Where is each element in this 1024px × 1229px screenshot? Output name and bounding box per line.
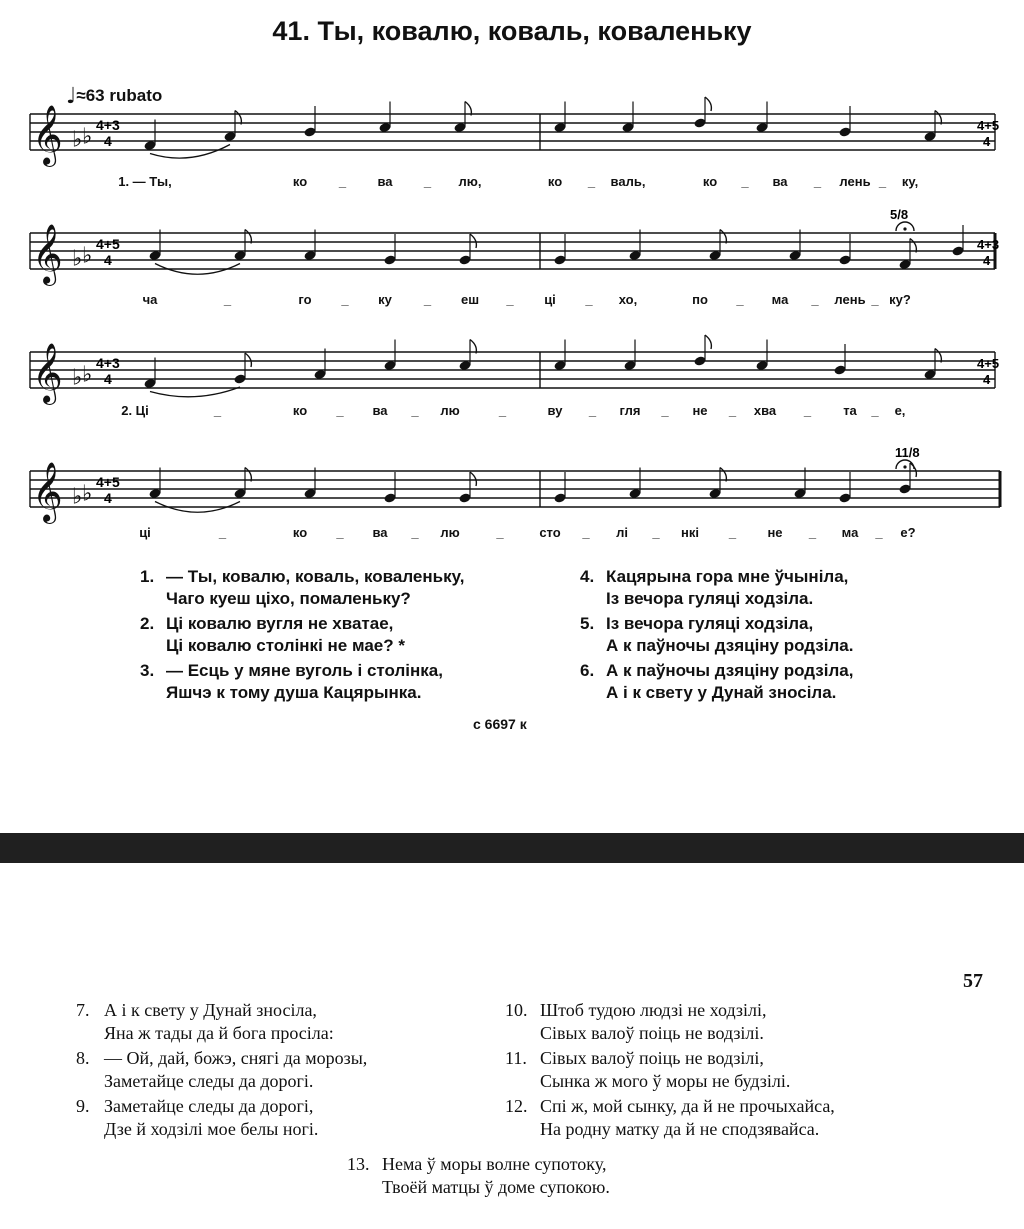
time-signature-change-bottom: 4 — [983, 253, 991, 268]
lyric-syllable: ва — [377, 174, 393, 189]
syllable-hyphen: _ — [336, 525, 344, 540]
fermata-dot — [903, 465, 906, 468]
verse-8: 8. — Ой, дай, божэ, снягі да морозы, Заметайце следы да дорогі. — [76, 1048, 368, 1091]
lyric-syllable: ко — [292, 403, 308, 418]
time-signature-top: 4+3 — [96, 355, 120, 371]
syllable-hyphen: _ — [587, 174, 596, 189]
flat-icon: ♭ — [82, 243, 93, 269]
syllable-hyphen: _ — [661, 403, 669, 418]
lyric-syllable: лю — [440, 403, 460, 418]
verse-4: 4. Кацярына гора мне ўчыніла, Із вечора гуляці ходзіла. — [580, 567, 849, 608]
time-signature-change-top: 4+3 — [977, 237, 1000, 252]
syllable-hyphen: _ — [588, 403, 597, 418]
slur — [150, 145, 230, 159]
lyric-syllable: ці — [544, 292, 556, 307]
lyric-syllable: ко — [292, 525, 308, 540]
verses-left-column — [140, 566, 465, 707]
page-divider — [0, 833, 1024, 863]
flat-icon: ♭ — [82, 124, 93, 150]
time-signature-bottom: 4 — [104, 252, 112, 268]
lyric-syllable: ко — [292, 174, 308, 189]
lyric-syllable: 2. Ці — [121, 403, 149, 418]
music-system-3 — [0, 342, 1024, 412]
lyric-syllable: ку, — [901, 174, 919, 189]
flat-icon: ♭ — [72, 246, 83, 272]
time-signature-top: 4+5 — [96, 474, 120, 490]
verse-11: 11. Сівых валоў поіць не водзілі, Сынка ж мого ў моры не будзілі. — [505, 1048, 791, 1091]
lyric-syllable: ча — [142, 292, 158, 307]
flat-icon: ♭ — [72, 127, 83, 153]
verse-13: 13. Нема ў моры волне супотоку, Твоёй матцы ў доме супокою. — [347, 1154, 610, 1197]
syllable-hyphen: _ — [506, 292, 514, 307]
lyric-syllable: лю, — [458, 174, 482, 189]
syllable-hyphen: _ — [813, 174, 822, 189]
lyrics-row-3 — [0, 403, 1024, 421]
note-flag — [470, 472, 476, 486]
verse-6: 6. А к паўночы дзяціну родзіла, А і к свету у Дунай зносіла. — [580, 661, 854, 702]
time-signature-change-bottom: 4 — [983, 372, 991, 387]
measure-mark: 11/8 — [895, 445, 920, 460]
lyric-syllable: го — [298, 292, 312, 307]
lyric-syllable: по — [692, 292, 708, 307]
syllable-hyphen: _ — [741, 174, 749, 189]
note-flag — [705, 335, 711, 349]
syllable-hyphen: _ — [803, 403, 812, 418]
lyric-syllable: лі — [616, 525, 628, 540]
lyric-syllable: ці — [139, 525, 151, 540]
measure-mark: 5/8 — [890, 207, 909, 222]
syllable-hyphen: _ — [336, 403, 344, 418]
music-system-1 — [0, 104, 1024, 174]
lyric-syllable: ва — [372, 525, 388, 540]
flat-icon: ♭ — [82, 362, 93, 388]
syllable-hyphen: _ — [423, 174, 432, 189]
lyric-syllable: валь, — [610, 174, 646, 189]
lyrics-row-2 — [0, 292, 1024, 310]
note-flag — [470, 234, 476, 248]
syllable-hyphen: _ — [736, 292, 744, 307]
syllable-hyphen: _ — [341, 292, 349, 307]
syllable-hyphen: _ — [728, 403, 737, 418]
tempo-text: ≈63 rubato — [76, 86, 163, 105]
time-signature-bottom: 4 — [104, 490, 112, 506]
verse-1: 1. — Ты, ковалю, коваль, коваленьку, Чаго куеш ціхо, помаленьку? — [140, 567, 465, 608]
syllable-hyphen: _ — [728, 525, 737, 540]
lyric-syllable: е, — [894, 403, 906, 418]
verse-5: 5. Із вечора гуляці ходзіла, А к паўночы дзяціну родзіла. — [580, 614, 854, 655]
music-system-2 — [0, 207, 1024, 293]
time-signature-top: 4+3 — [96, 117, 120, 133]
time-signature-bottom: 4 — [104, 371, 112, 387]
syllable-hyphen: _ — [871, 292, 879, 307]
lyric-syllable: ко — [547, 174, 563, 189]
syllable-hyphen: _ — [423, 292, 432, 307]
lyric-syllable: ку — [378, 292, 392, 307]
note-flag — [705, 97, 711, 111]
verses2-center — [347, 1153, 610, 1201]
lyric-syllable: е? — [900, 525, 916, 540]
verse-9: 9. Заметайце следы да дорогі, Дзе й ходзілі мое белы ногі. — [76, 1096, 319, 1139]
syllable-hyphen: _ — [338, 174, 347, 189]
flat-icon: ♭ — [82, 481, 93, 507]
verses2-right-column — [505, 999, 835, 1143]
verse-12: 12. Спі ж, мой сынку, да й не прочыхайса, На родну матку да й не сподзявайса. — [505, 1096, 835, 1139]
syllable-hyphen: _ — [498, 403, 507, 418]
lyric-syllable: лень — [834, 292, 866, 307]
verse-3: 3. — Есць у мяне вуголь і столінка, Яшчэ к тому душа Кацярынка. — [140, 661, 443, 702]
syllable-hyphen: _ — [878, 174, 887, 189]
music-system-4 — [0, 445, 1024, 531]
treble-clef-icon: 𝄞 — [32, 343, 63, 403]
treble-clef-icon: 𝄞 — [32, 224, 63, 284]
syllable-hyphen: _ — [411, 525, 419, 540]
page-number: 57 — [963, 970, 983, 992]
time-signature-change-top: 4+5 — [977, 118, 1000, 133]
time-signature-change-bottom: 4 — [983, 134, 991, 149]
lyric-syllable: лю — [440, 525, 460, 540]
lyric-syllable: ма — [771, 292, 789, 307]
syllable-hyphen: _ — [811, 292, 819, 307]
lyric-syllable: ва — [772, 174, 788, 189]
syllable-hyphen: _ — [213, 403, 222, 418]
lyric-syllable: 1. — Ты, — [118, 174, 172, 189]
lyric-syllable: ва — [372, 403, 388, 418]
syllable-hyphen: _ — [875, 525, 883, 540]
quarter-note-icon: ♩ — [66, 84, 77, 109]
lyric-syllable: лень — [839, 174, 871, 189]
lyric-syllable: хо, — [618, 292, 638, 307]
syllable-hyphen: _ — [218, 525, 227, 540]
verse-2: 2. Ці ковалю вугля не хватае, Ці ковалю столінкі не мае? * — [140, 614, 405, 655]
verse-7: 7. А і к свету у Дунай зносіла, Яна ж тады да й бога просіла: — [76, 1000, 334, 1043]
lyric-syllable: еш — [460, 292, 480, 307]
time-signature-change-top: 4+5 — [977, 356, 1000, 371]
lyric-syllable: та — [843, 403, 857, 418]
syllable-hyphen: _ — [496, 525, 504, 540]
syllable-hyphen: _ — [223, 292, 232, 307]
lyrics-row-4 — [0, 525, 1024, 543]
lyric-syllable: нкі — [681, 525, 699, 540]
lyric-syllable: не — [767, 525, 783, 540]
song-title: 41. Ты, ковалю, коваль, коваленьку — [272, 16, 752, 46]
lyric-syllable: сто — [539, 525, 561, 540]
syllable-hyphen: _ — [585, 292, 593, 307]
lyric-syllable: ма — [841, 525, 859, 540]
note-flag — [245, 353, 251, 367]
flat-icon: ♭ — [72, 484, 83, 510]
lyric-syllable: гля — [619, 403, 641, 418]
syllable-hyphen: _ — [808, 525, 817, 540]
lyric-syllable: ку? — [889, 292, 911, 307]
verses-right-column — [580, 566, 853, 707]
verses2-left-column — [76, 999, 367, 1143]
lyric-syllable: хва — [753, 403, 777, 418]
print-code: с 6697 к — [473, 716, 527, 732]
syllable-hyphen: _ — [411, 403, 419, 418]
lyric-syllable: не — [692, 403, 708, 418]
lyric-syllable: ву — [547, 403, 563, 418]
syllable-hyphen: _ — [582, 525, 590, 540]
fermata-dot — [903, 227, 906, 230]
verse-10: 10. Штоб тудою людзі не ходзілі, Сівых валоў поіць не водзілі. — [505, 1000, 767, 1043]
flat-icon: ♭ — [72, 365, 83, 391]
syllable-hyphen: _ — [871, 403, 879, 418]
lyrics-row-1 — [0, 174, 1024, 192]
treble-clef-icon: 𝄞 — [32, 462, 63, 522]
treble-clef-icon: 𝄞 — [32, 105, 63, 165]
syllable-hyphen: _ — [652, 525, 660, 540]
lyric-syllable: ко — [702, 174, 718, 189]
time-signature-bottom: 4 — [104, 133, 112, 149]
time-signature-top: 4+5 — [96, 236, 120, 252]
